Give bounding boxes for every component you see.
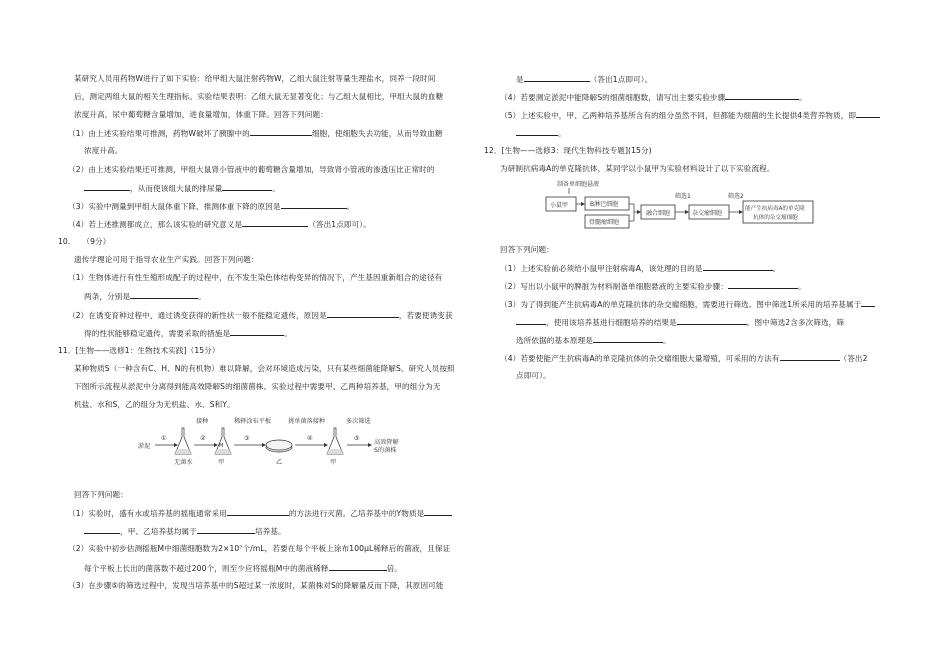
step-3-marker: ③ xyxy=(244,435,250,442)
answer-blank[interactable] xyxy=(329,562,387,571)
q10-2-text-3: 得的性状能够稳定遗传，需要采取的措施是 xyxy=(84,329,231,338)
q12-4-text: （4）若要使能产生抗病毒A的单克隆抗体的杂交瘤细胞大量增殖，可采用的方法有 xyxy=(500,354,780,363)
q12-2-end: 。 xyxy=(798,282,806,291)
intro-line-2: 后，测定两组大鼠的相关生理指标。实验结果表明：乙组大鼠无显著变化；与乙组大鼠相比，甲组大鼠的血糖 xyxy=(74,92,444,101)
label-sterile-water: 无菌水 xyxy=(174,459,193,466)
answer-blank[interactable] xyxy=(725,91,799,100)
intro-line-3: 浓度升高，尿中葡萄糖含量增加，进食量增加，体重下降。回答下列问题： xyxy=(74,110,328,119)
q9-1-text: （1）由上述实验结果可推测，药物W破坏了胰腺中的 xyxy=(68,129,250,138)
q10-2-cont xyxy=(84,327,292,339)
step-2-marker: ② xyxy=(200,435,206,442)
question-9-2: （2）由上述实验结果还可推测，甲组大鼠肾小管液中的葡萄糖含量增加，导致肾小管液的渗透压比正常时的 xyxy=(68,165,435,174)
question-11-1 xyxy=(68,507,452,519)
question-10-1: （1）生物体进行有性生殖形成配子的过程中，在不发生染色体结构变异的情况下，产生基因重新组合的途径有 xyxy=(68,273,443,282)
label-result-1: 高效降解 xyxy=(374,439,399,446)
q11-5-end: 。 xyxy=(558,129,566,138)
q11-4-text: （4）若要测定淤泥中能降解S的细菌细胞数，请写出主要实验步骤 xyxy=(500,93,726,102)
q9-4-end: （答出1点即可）。 xyxy=(308,220,371,229)
q10-2-text: （2）在诱变育种过程中，通过诱变获得的新性状一般不能稳定遗传，原因是 xyxy=(68,311,327,320)
label-medium-jia-2: 甲 xyxy=(330,459,337,466)
q10-intro: 遗传学理论可用于指导农业生产实践。回答下列问题： xyxy=(74,255,259,264)
answer-blank[interactable] xyxy=(703,262,773,271)
q11-intro-2: 下图所示流程从淤泥中分离得到能高效降解S的细菌菌株。实验过程中需要甲、乙两种培养基，甲的组分为无 xyxy=(74,382,441,391)
answer-blank[interactable] xyxy=(856,109,880,118)
label-fused: 融合细胞 xyxy=(646,210,671,217)
q11-1-text: （1）实验时，盛有水或培养基的摇瓶通常采用 xyxy=(68,509,227,518)
q11-1-end: 培养基。 xyxy=(254,527,286,536)
answer-blank[interactable] xyxy=(327,309,399,318)
q9-2-text-2: ，从而使该组大鼠的排尿量 xyxy=(130,184,223,193)
question-11-5 xyxy=(500,109,880,121)
q11-1-cont xyxy=(84,525,286,537)
answer-blank[interactable] xyxy=(230,327,284,336)
label-spread-plate: 稀释涂布平板 xyxy=(234,418,272,425)
question-12-1 xyxy=(500,262,780,274)
q12-4-text-2: （答出2 xyxy=(839,354,868,363)
label-mouse: 小鼠甲 xyxy=(550,202,569,209)
q9-4-text: （4）若上述推测都成立，那么该实验的研究意义是 xyxy=(68,220,243,229)
q12-3-text-4: 选所依据的基本原理是 xyxy=(516,336,593,345)
q11-2-end: 倍。 xyxy=(386,564,402,573)
question-12-3 xyxy=(500,298,875,310)
question-11-3: （3）在步骤⑤的筛选过程中，发现当培养基中的S超过某一浓度时，某菌株对S的降解量反而下降，其原因可能 xyxy=(68,581,444,590)
label-pick-colony: 挑单菌落接种 xyxy=(288,418,326,425)
answer-blank[interactable] xyxy=(227,507,289,516)
q12-3-text: （3）为了得到能产生抗病毒A的单克隆抗体的杂交瘤细胞，需要进行筛选。图中筛选1所采用的培养基属于 xyxy=(500,300,862,309)
question-12-4 xyxy=(500,352,868,364)
answer-blank[interactable] xyxy=(130,290,198,299)
label-final-cells-1: 能产生抗病毒A的单克隆 xyxy=(745,206,805,212)
q12-ask: 回答下列问题： xyxy=(500,245,554,254)
hybridoma-flow-diagram xyxy=(545,178,815,240)
answer-blank[interactable] xyxy=(242,218,308,227)
q9-3-end: 。 xyxy=(346,202,355,211)
question-12-title: 12．[生物——选修3：现代生物科技专题](15分) xyxy=(484,146,652,155)
q12-3-cont-2 xyxy=(516,334,671,346)
answer-blank[interactable] xyxy=(677,316,747,325)
q10-1-text-2: 两条，分别是 xyxy=(84,292,131,301)
label-repeated-screening: 多次筛选 xyxy=(346,418,371,425)
step-5-marker: ⑤ xyxy=(354,435,360,442)
label-medium-yi: 乙 xyxy=(276,459,283,466)
label-final-cells-2: 抗体的杂交瘤细胞 xyxy=(753,215,798,221)
answer-blank[interactable] xyxy=(861,298,875,307)
flask-m-label: M xyxy=(219,443,224,449)
intro-line-1: 某研究人员用药物W进行了如下实验：给甲组大鼠注射药物W，乙组大鼠注射等量生理盐水，饲养一段时间 xyxy=(74,74,436,83)
q10-2-end: 。 xyxy=(284,329,292,338)
q10-number: 10. xyxy=(58,237,71,246)
q9-2-end: 。 xyxy=(272,184,281,193)
q12-3-end: 。 xyxy=(662,336,671,345)
question-11-title: 11．[生物——选修1：生物技术实践]（15分） xyxy=(58,346,220,355)
q9-1-cont: 浓度升高。 xyxy=(84,146,123,155)
answer-blank[interactable] xyxy=(84,525,120,534)
q11-3-cont xyxy=(516,73,652,85)
label-screen-1: 筛选1 xyxy=(675,193,691,200)
q12-1-end: 。 xyxy=(772,264,781,273)
label-result-2: S的菌株 xyxy=(374,447,397,454)
question-10-header xyxy=(58,236,110,247)
label-myeloma: 骨髓瘤细胞 xyxy=(589,219,620,226)
label-single-cell-suspension: 制备单细胞悬液 xyxy=(557,181,600,188)
q11-intro-1: 某种物质S（一种含有C、H、N的有机物）难以降解，会对环境造成污染，只有某些细菌能降解S。研究人员按照 xyxy=(74,364,455,373)
isolation-flow-diagram xyxy=(130,414,420,472)
label-sludge: 淤泥 xyxy=(138,443,151,450)
q12-3-cont-1 xyxy=(516,316,844,328)
answer-blank[interactable] xyxy=(281,200,347,209)
question-9-4 xyxy=(68,218,371,230)
q10-1-cont xyxy=(84,290,206,302)
question-11-4 xyxy=(500,91,807,103)
answer-blank[interactable] xyxy=(84,182,130,191)
question-12-2 xyxy=(500,280,806,292)
answer-blank[interactable] xyxy=(197,525,255,534)
label-screen-2: 筛选2 xyxy=(728,193,744,200)
q11-intro-3: 机盐、水和S，乙的组分为无机盐、水、S和Y。 xyxy=(74,400,235,409)
answer-blank[interactable] xyxy=(222,182,272,191)
q11-4-end: 。 xyxy=(799,93,807,102)
answer-blank[interactable] xyxy=(780,352,840,361)
q12-intro: 为研制抗病毒A的单克隆抗体，某同学以小鼠甲为实验材料设计了以下实验流程。 xyxy=(500,164,775,173)
q12-3-text-2: ，使用该培养基进行细胞培养的结果是 xyxy=(546,318,677,327)
label-inoculate: 接种 xyxy=(196,418,209,425)
answer-blank[interactable] xyxy=(424,507,452,516)
q9-3-text: （3）实验中测量到甲组大鼠体重下降，推测体重下降的原因是 xyxy=(68,202,281,211)
q12-1-text: （1）上述实验前必须给小鼠甲注射病毒A，该处理的目的是 xyxy=(500,264,703,273)
q12-3-text-3: 。图中筛选2含多次筛选，筛 xyxy=(746,318,845,327)
q11-1-text-3: ，甲、乙培养基均属于 xyxy=(120,527,197,536)
q12-4-cont: 点即可）。 xyxy=(516,371,551,380)
q11-3-end: （答出1点即可）。 xyxy=(589,75,653,84)
q10-2-text-2: ，若要使诱变获 xyxy=(398,311,453,320)
step-1-marker: ① xyxy=(161,435,167,442)
q9-2-cont xyxy=(84,182,280,194)
q11-2-text-2: 每个平板上长出的菌落数不超过200个，则至少应将摇瓶M中的菌液稀释 xyxy=(84,564,329,573)
q11-5-cont xyxy=(516,127,566,139)
question-11-2: （2）实验中初步估测摇瓶M中细菌细胞数为2×10⁷个/mL，若要在每个平板上涂布100μL稀释后的菌液，且保证 xyxy=(68,544,451,553)
q11-ask: 回答下列问题： xyxy=(74,490,128,499)
question-9-3 xyxy=(68,200,354,212)
question-10-2 xyxy=(68,309,453,321)
answer-blank[interactable] xyxy=(516,127,558,136)
q11-1-text-2: 的方法进行灭菌。乙培养基中的Y物质是 xyxy=(288,509,425,518)
answer-blank[interactable] xyxy=(593,334,663,343)
q10-points: （9分） xyxy=(82,237,111,246)
label-hybridoma: 杂交瘤细胞 xyxy=(692,210,723,217)
answer-blank[interactable] xyxy=(524,73,590,82)
q11-5-text: （5）上述实验中，甲、乙两种培养基所含有的组分虽然不同，但都能为细菌的生长提供4类营养物质，即 xyxy=(500,111,857,120)
question-9-1 xyxy=(68,127,443,139)
answer-blank[interactable] xyxy=(728,280,798,289)
step-4-marker: ④ xyxy=(307,435,313,442)
q10-1-end: 。 xyxy=(198,292,206,301)
answer-blank[interactable] xyxy=(250,127,312,136)
q9-1-text-2: 细胞，使细胞失去功能，从而导致血糖 xyxy=(311,129,443,138)
label-medium-jia-1: 甲 xyxy=(218,459,225,466)
q11-2-cont xyxy=(84,562,402,574)
answer-blank[interactable] xyxy=(516,316,546,325)
q11-3-text-2: 是 xyxy=(516,75,524,84)
q12-2-text: （2）写出以小鼠甲的脾脏为材料制备单细胞悬液的主要实验步骤： xyxy=(500,282,729,291)
label-b-cell: B淋巴细胞 xyxy=(590,201,619,208)
